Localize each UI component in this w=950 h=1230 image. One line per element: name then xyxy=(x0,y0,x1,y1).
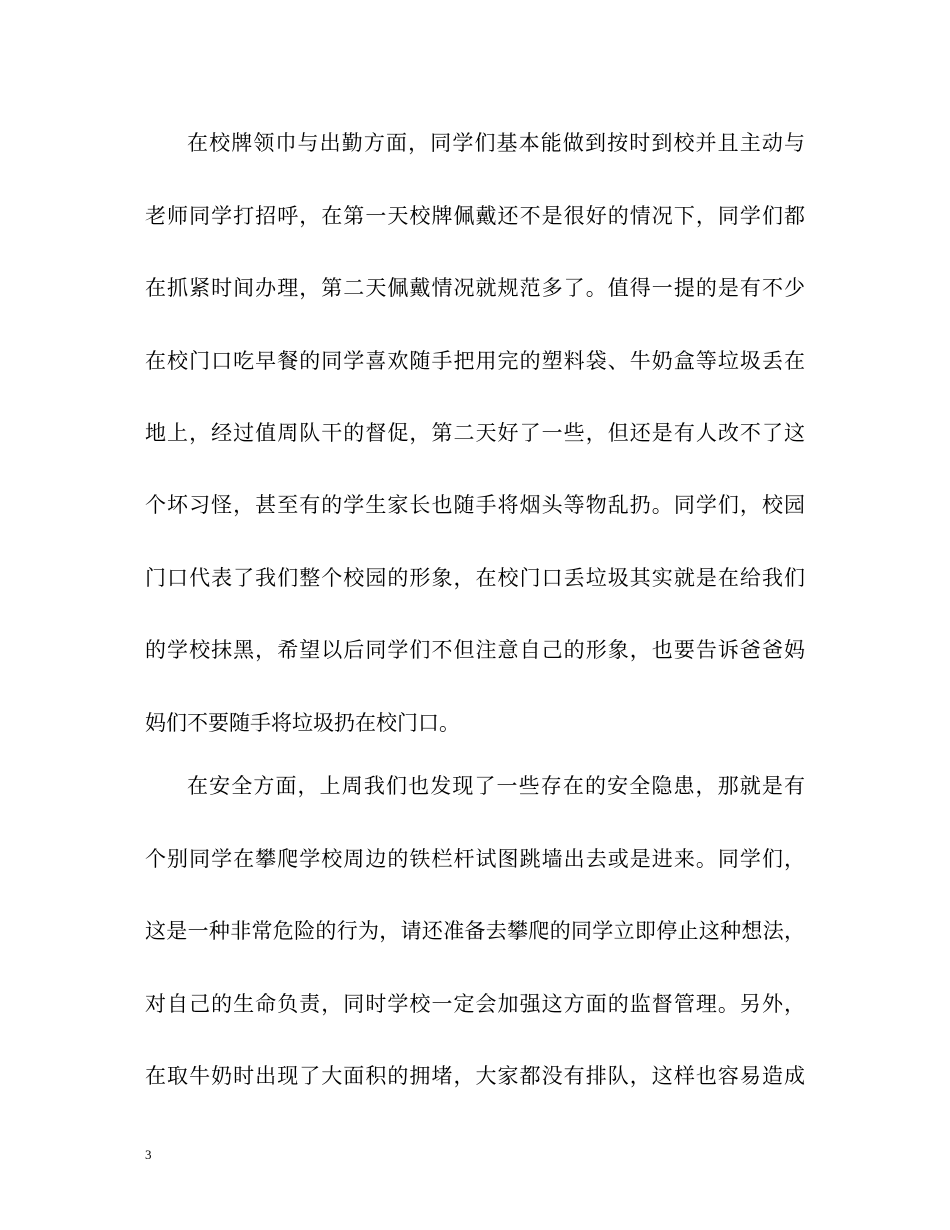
paragraph-1-line-8: 的学校抹黑，希望以后同学们不但注意自己的形象，也要告诉爸爸妈 xyxy=(145,638,805,662)
paragraph-1-line-3: 在抓紧时间办理，第二天佩戴情况就规范多了。值得一提的是有不少 xyxy=(145,276,805,300)
paragraph-1-line-4: 在校门口吃早餐的同学喜欢随手把用完的塑料袋、牛奶盒等垃圾丢在 xyxy=(145,349,805,373)
paragraph-2-line-3: 这是一种非常危险的行为，请还准备去攀爬的同学立即停止这种想法， xyxy=(145,919,805,943)
paragraph-2-line-1: 在安全方面，上周我们也发现了一些存在的安全隐患，那就是有 xyxy=(187,774,805,798)
paragraph-1-line-1: 在校牌领巾与出勤方面，同学们基本能做到按时到校并且主动与 xyxy=(187,131,805,155)
paragraph-2-line-2: 个别同学在攀爬学校周边的铁栏杆试图跳墙出去或是进来。同学们， xyxy=(145,847,805,871)
page-number: 3 xyxy=(145,1147,152,1162)
paragraph-1-line-5: 地上，经过值周队干的督促，第二天好了一些，但还是有人改不了这 xyxy=(145,421,805,445)
paragraph-2-line-5: 在取牛奶时出现了大面积的拥堵，大家都没有排队，这样也容易造成 xyxy=(145,1064,805,1088)
paragraph-1-line-2: 老师同学打招呼，在第一天校牌佩戴还不是很好的情况下，同学们都 xyxy=(145,204,805,228)
paragraph-1-line-6: 个坏习怪，甚至有的学生家长也随手将烟头等物乱扔。同学们，校园 xyxy=(145,493,805,517)
paragraph-2-line-4: 对自己的生命负责，同时学校一定会加强这方面的监督管理。另外， xyxy=(145,992,805,1016)
paragraph-1-line-9: 妈们不要随手将垃圾扔在校门口。 xyxy=(145,711,460,735)
paragraph-1-line-7: 门口代表了我们整个校园的形象，在校门口丢垃圾其实就是在给我们 xyxy=(145,566,805,590)
